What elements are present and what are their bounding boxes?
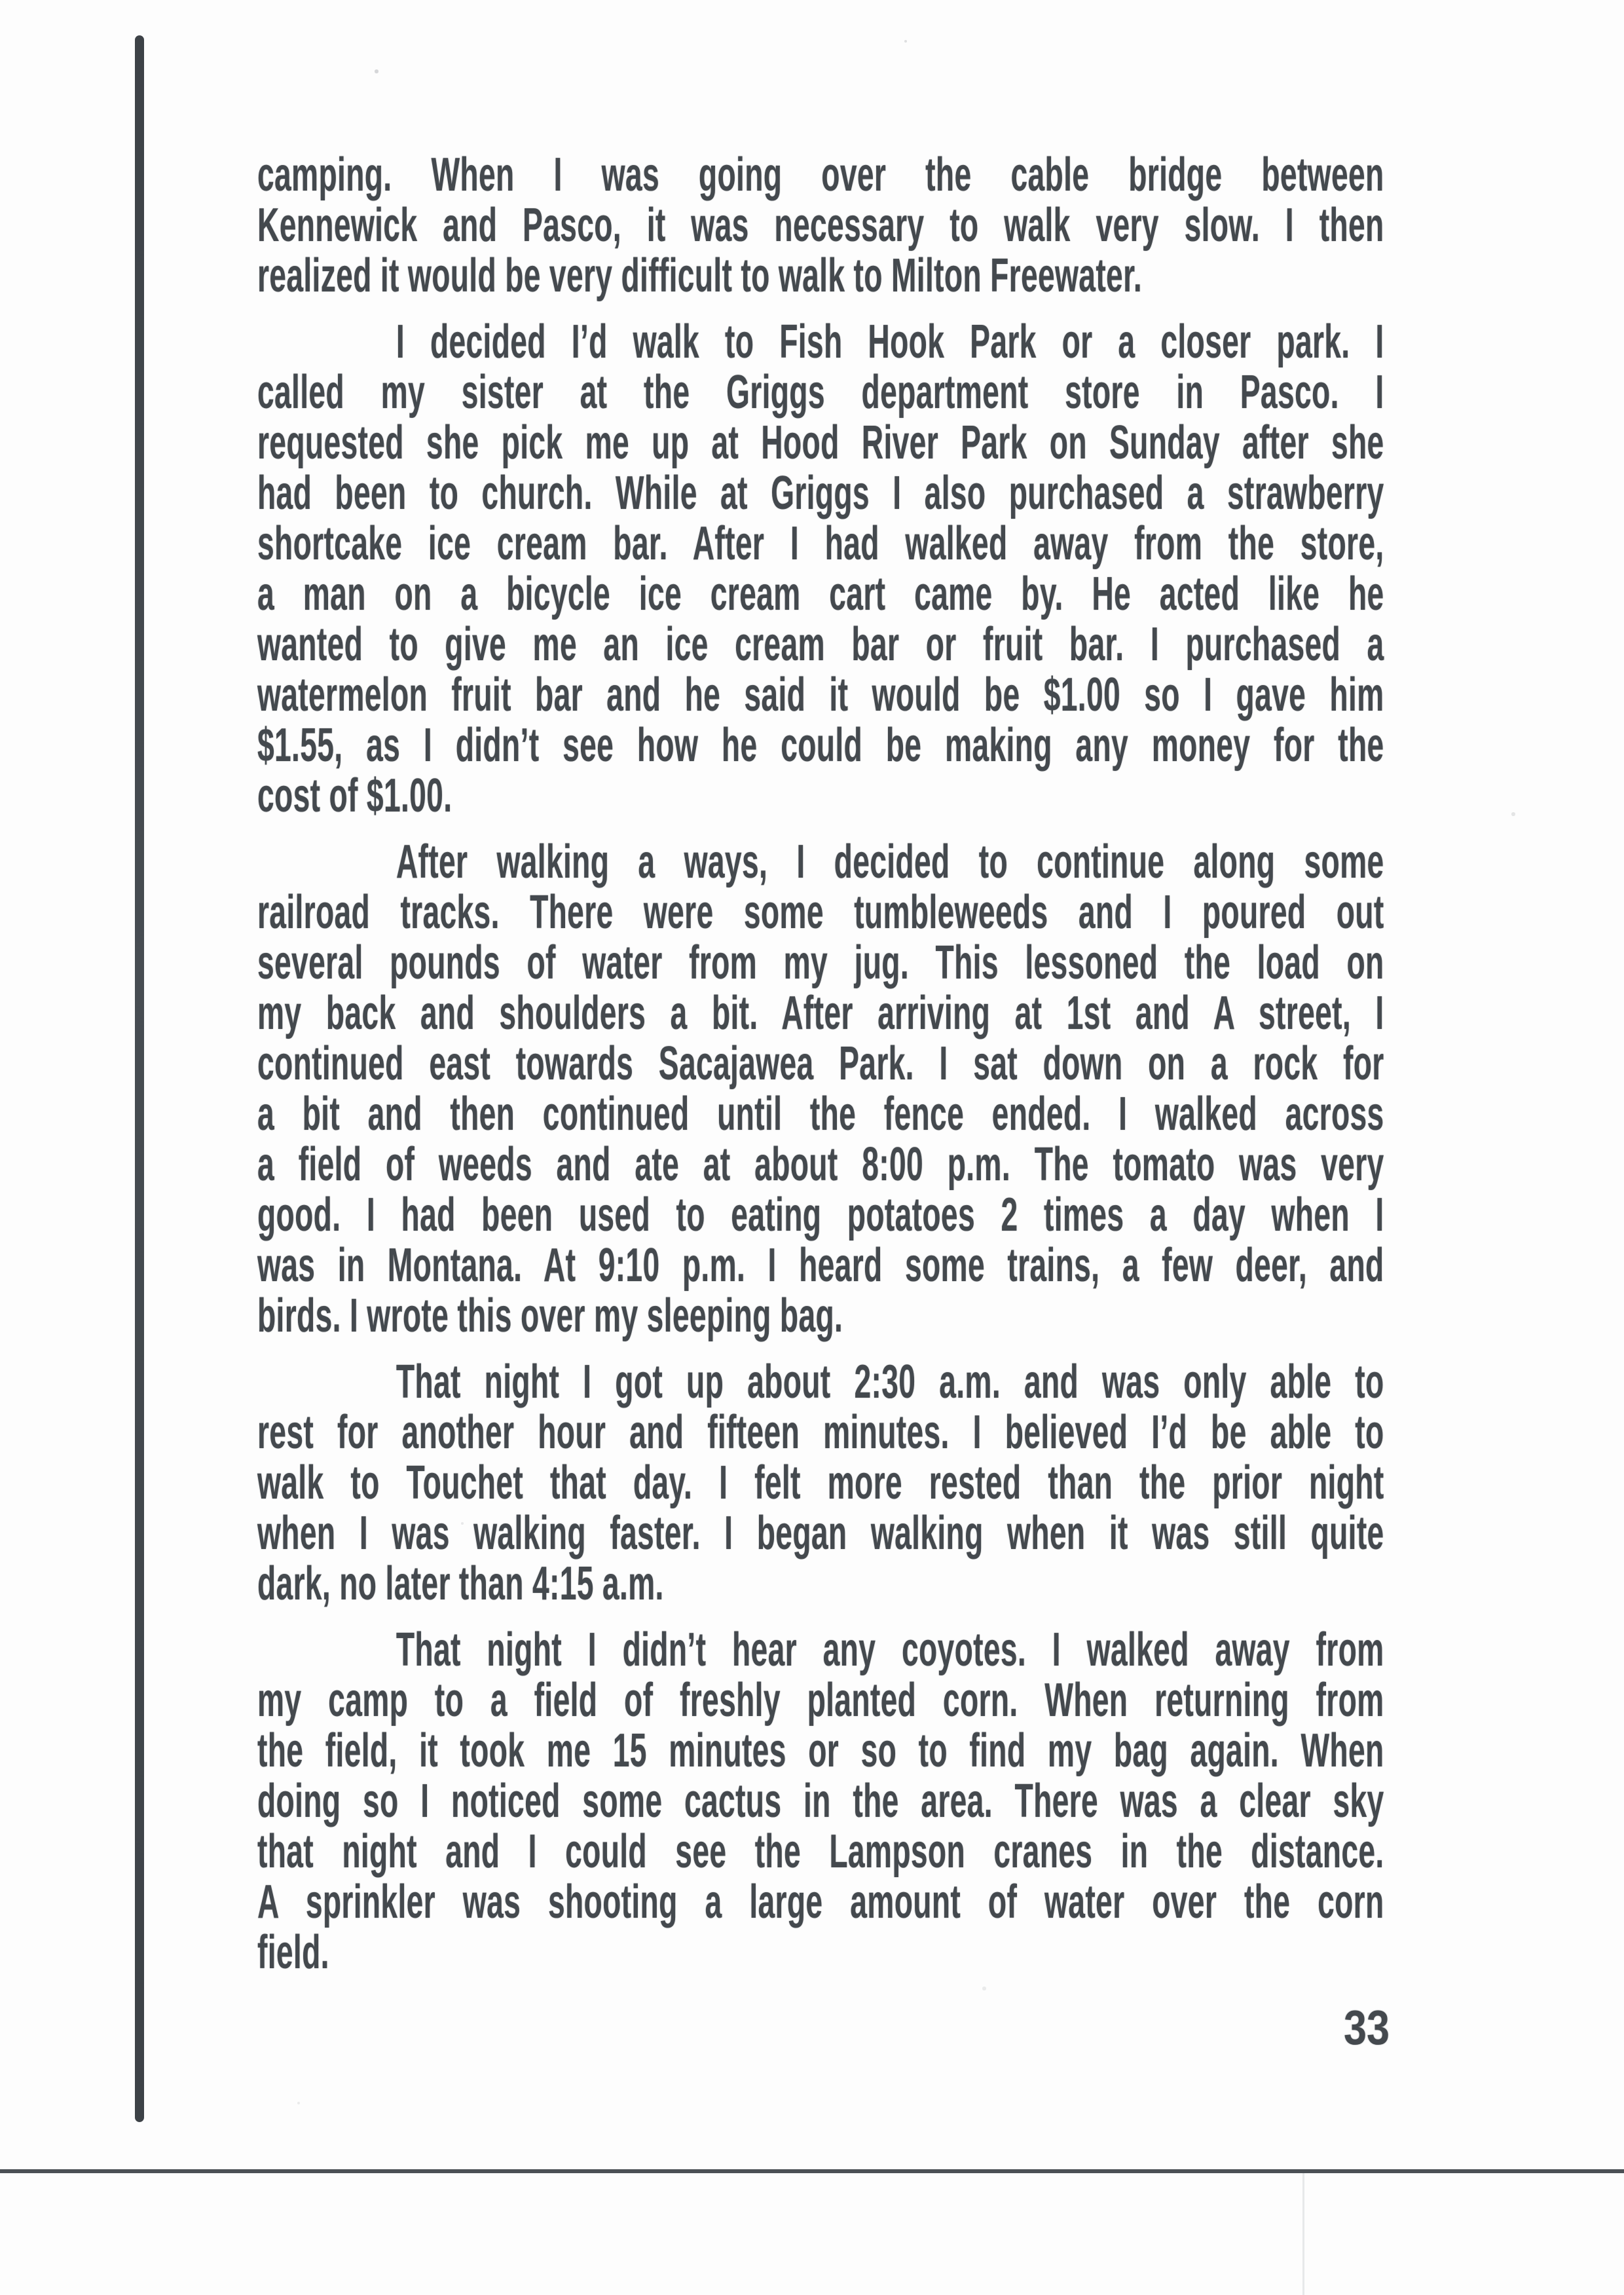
text-line: my back and shoulders a bit. After arriving at 1st and A street, I: [257, 987, 1384, 1039]
paragraph: [257, 317, 1384, 821]
text-line: field.: [257, 1926, 329, 1979]
text-line: was in Montana. At 9:10 p.m. I heard some trains, a few deer, and: [257, 1239, 1384, 1292]
text-line: dark, no later than 4:15 a.m.: [257, 1558, 664, 1610]
paragraph: [257, 837, 1384, 1341]
text-line: A sprinkler was shooting a large amount of water over the corn: [257, 1876, 1384, 1928]
scan-artifact-line: [1302, 2173, 1304, 2295]
text-line: requested she pick me up at Hood River Park on Sunday after she: [257, 417, 1384, 469]
text-line: watermelon fruit bar and he said it would be $1.00 so I gave him: [257, 669, 1384, 721]
text-line: continued east towards Sacajawea Park. I sat down on a rock for: [257, 1037, 1384, 1090]
text-line: several pounds of water from my jug. This lessoned the load on: [257, 937, 1384, 989]
text-line: wanted to give me an ice cream bar or fruit bar. I purchased a: [257, 618, 1384, 671]
text-line: when I was walking faster. I began walking when it was still quite: [257, 1507, 1384, 1559]
text-line: a bit and then continued until the fence ended. I walked across: [257, 1088, 1384, 1140]
text-line: had been to church. While at Griggs I also purchased a strawberry: [257, 467, 1384, 519]
text-line: I decided I’d walk to Fish Hook Park or a closer park. I: [396, 316, 1384, 368]
text-line: camping. When I was going over the cable bridge between: [257, 149, 1384, 201]
text-line: good. I had been used to eating potatoes 2 times a day when I: [257, 1189, 1384, 1241]
text-line: rest for another hour and fifteen minutes. I believed I’d be able to: [257, 1406, 1384, 1459]
page-number: 33: [1344, 2000, 1390, 2055]
body-text: [257, 150, 1384, 1978]
text-line: That night I didn’t hear any coyotes. I walked away from: [396, 1624, 1384, 1676]
text-line: a field of weeds and ate at about 8:00 p.m. The tomato was very: [257, 1138, 1384, 1191]
text-line: railroad tracks. There were some tumbleweeds and I poured out: [257, 886, 1384, 939]
scan-noise-specks: [0, 0, 1, 1]
text-line: the field, it took me 15 minutes or so to find my bag again. When: [257, 1725, 1384, 1777]
text-line: After walking a ways, I decided to continue along some: [396, 836, 1384, 888]
text-line: called my sister at the Griggs department store in Pasco. I: [257, 366, 1384, 419]
text-line: walk to Touchet that day. I felt more rested than the prior night: [257, 1457, 1384, 1509]
text-line: a man on a bicycle ice cream cart came by. He acted like he: [257, 568, 1384, 620]
paragraph: [257, 1357, 1384, 1609]
text-line: birds. I wrote this over my sleeping bag.: [257, 1290, 843, 1342]
text-line: doing so I noticed some cactus in the area. There was a clear sky: [257, 1775, 1384, 1827]
text-line: that night and I could see the Lampson cranes in the distance.: [257, 1825, 1384, 1878]
text-line: $1.55, as I didn’t see how he could be making any money for the: [257, 719, 1384, 772]
paragraph: [257, 1625, 1384, 1978]
binding-gutter-bar: [135, 35, 144, 2122]
footer-rule: [0, 2169, 1624, 2173]
text-line: my camp to a field of freshly planted corn. When returning from: [257, 1674, 1384, 1726]
paragraph: [257, 150, 1384, 301]
text-line: cost of $1.00.: [257, 770, 452, 822]
text-line: Kennewick and Pasco, it was necessary to walk very slow. I then: [257, 199, 1384, 252]
text-line: That night I got up about 2:30 a.m. and was only able to: [396, 1356, 1384, 1408]
text-line: shortcake ice cream bar. After I had walked away from the store,: [257, 517, 1384, 570]
text-line: realized it would be very difficult to walk to Milton Freewater.: [257, 250, 1142, 302]
